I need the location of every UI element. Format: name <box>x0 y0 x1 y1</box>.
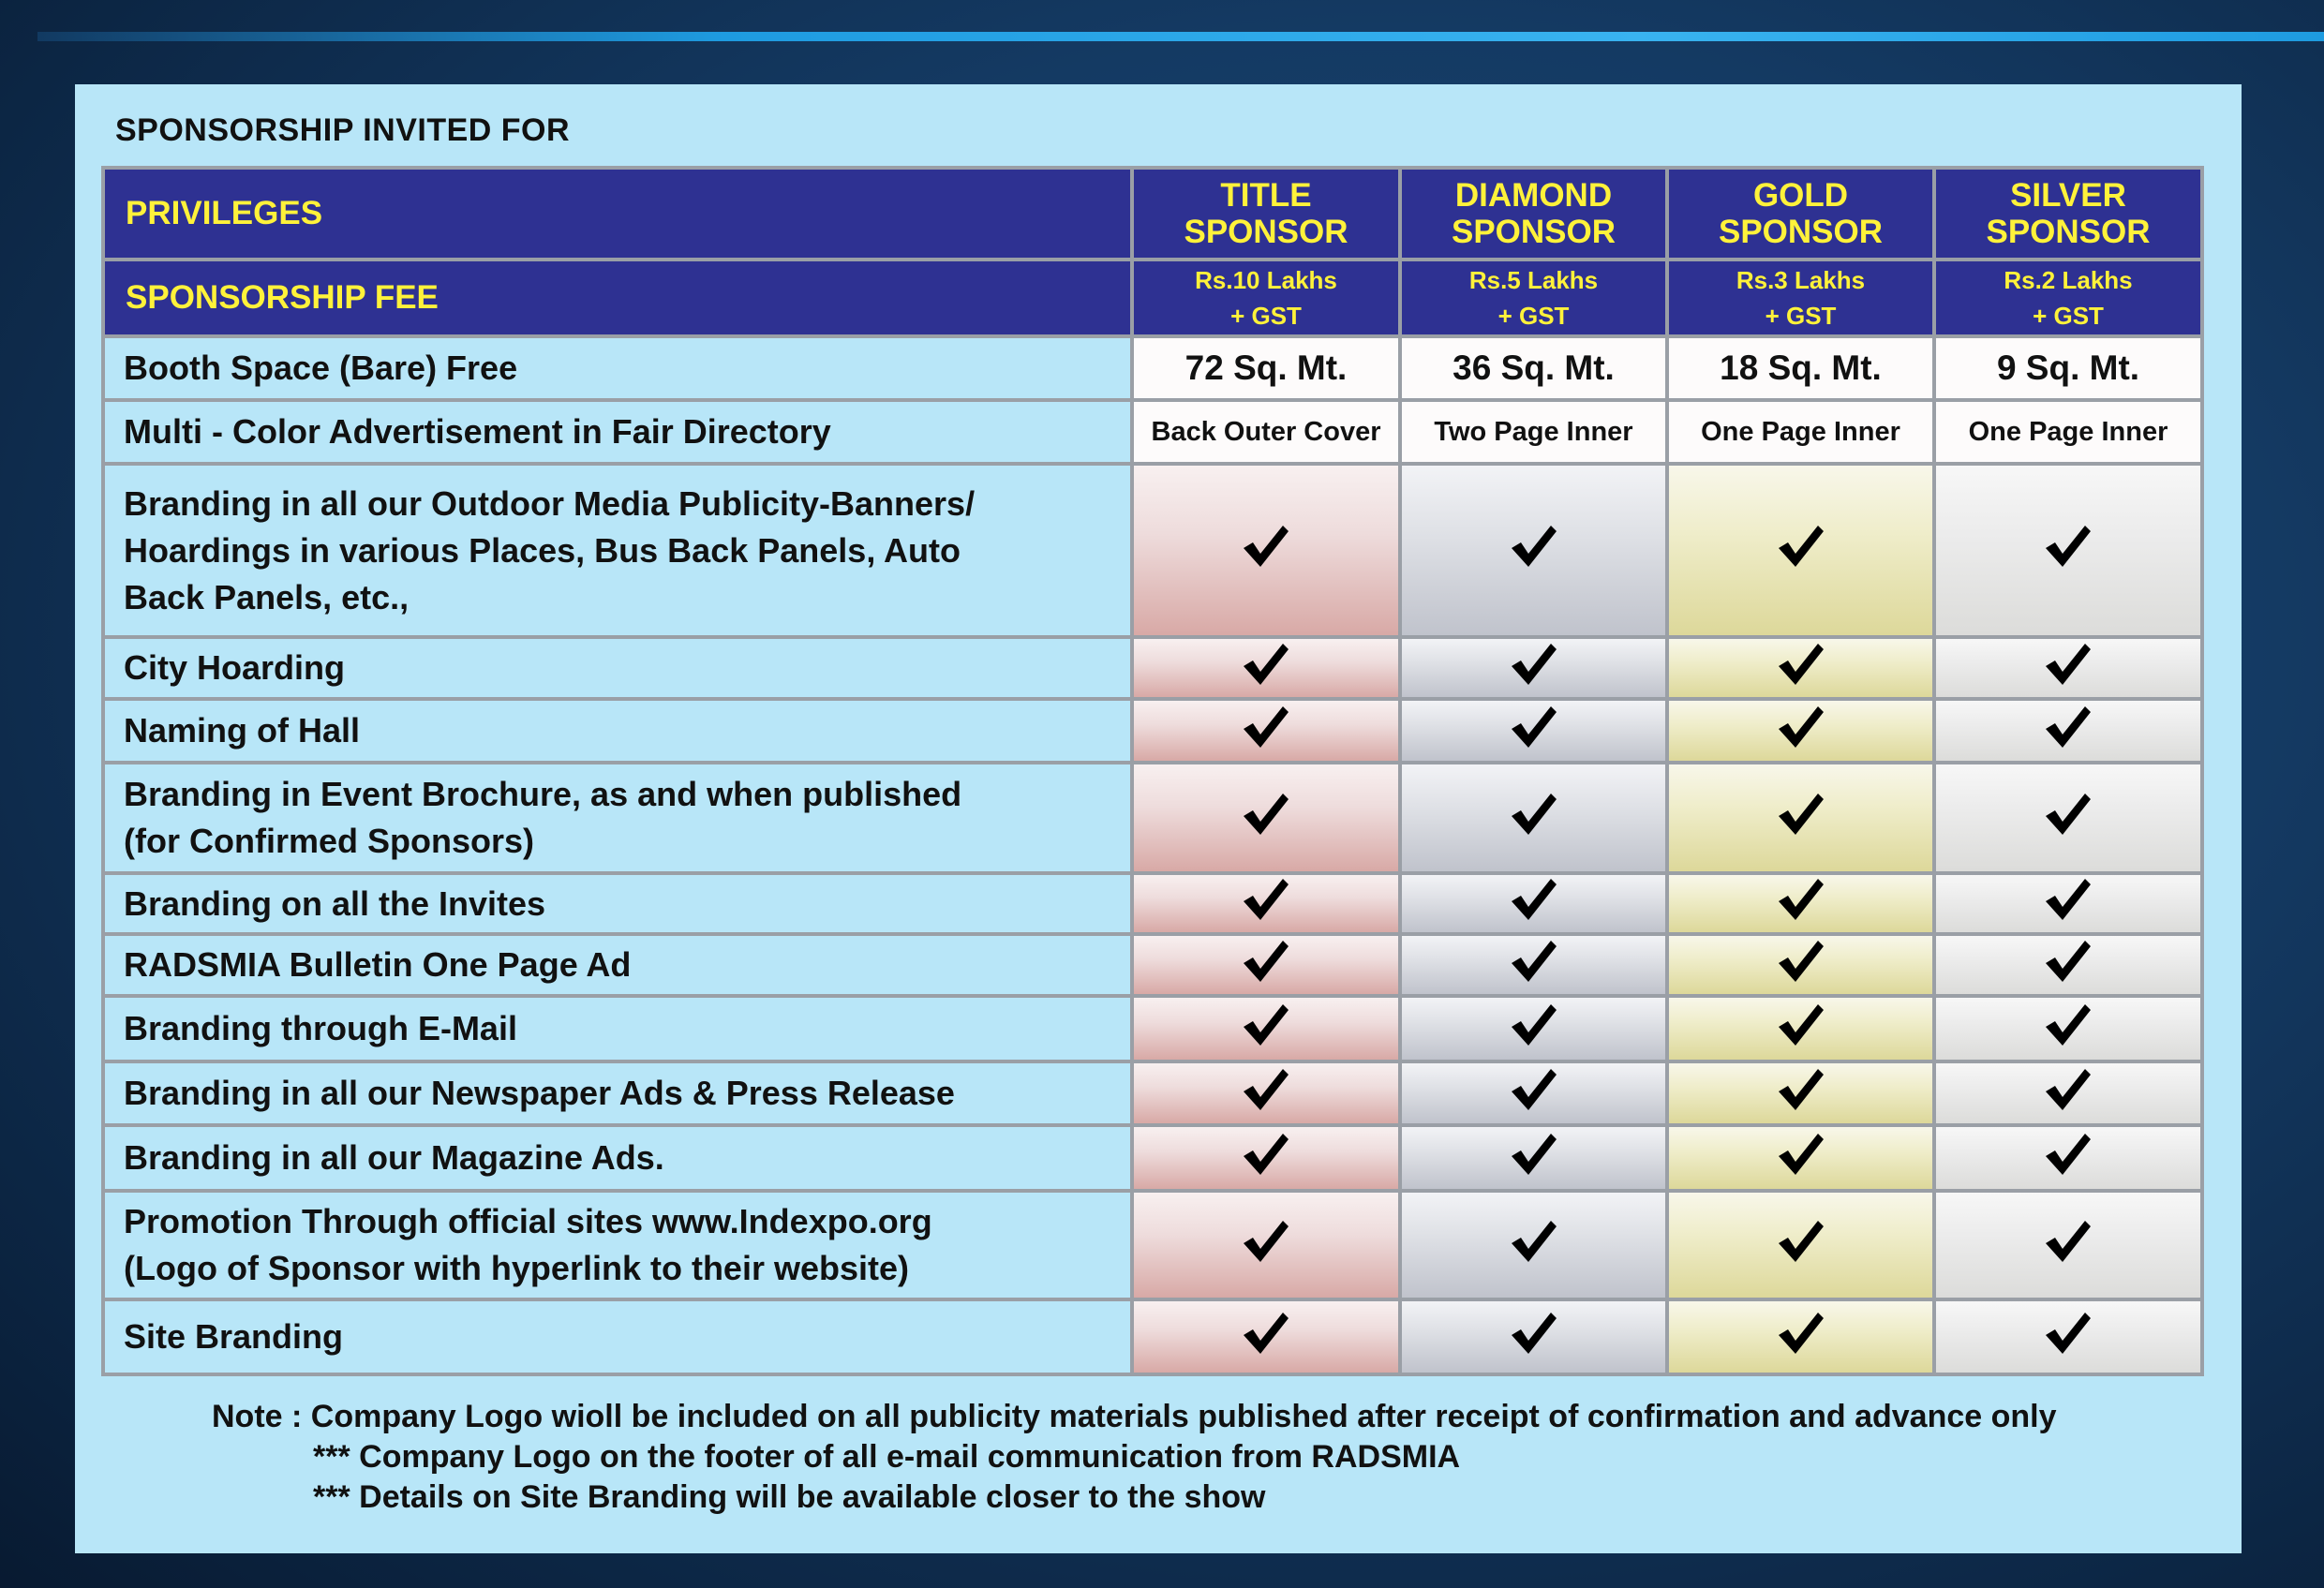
checkmark-rows <box>103 464 2202 1374</box>
check-cell-silver <box>1934 1125 2202 1191</box>
sponsorship-table <box>101 166 2204 1376</box>
check-cell-silver <box>1934 699 2202 763</box>
check-cell-diamond <box>1400 1061 1667 1125</box>
check-cell-diamond <box>1400 873 1667 934</box>
check-cell-gold <box>1667 1191 1934 1299</box>
advert-diamond: Two Page Inner <box>1400 400 1667 464</box>
check-cell-diamond <box>1400 934 1667 996</box>
note-line-3: *** Details on Site Branding will be available closer to the show <box>313 1479 1266 1515</box>
advert-label: Multi - Color Advertisement in Fair Directory <box>103 400 1132 464</box>
check-icon <box>1508 1066 1560 1125</box>
check-icon <box>2042 1131 2094 1190</box>
check-cell-silver <box>1934 1299 2202 1374</box>
note-line-2: *** Company Logo on the footer of all e-mail communication from RADSMIA <box>313 1439 1461 1475</box>
check-icon <box>1508 523 1560 582</box>
privileges-header: PRIVILEGES <box>103 168 1132 260</box>
check-icon <box>1508 1310 1560 1369</box>
check-cell-diamond <box>1400 464 1667 637</box>
check-icon <box>1240 1131 1292 1190</box>
check-cell-gold <box>1667 934 1934 996</box>
check-cell-silver <box>1934 637 2202 699</box>
check-cell-gold <box>1667 1061 1934 1125</box>
check-icon <box>1508 1002 1560 1061</box>
check-cell-silver <box>1934 873 2202 934</box>
invites-label: Branding on all the Invites <box>103 873 1132 934</box>
bulletin-label: RADSMIA Bulletin One Page Ad <box>103 934 1132 996</box>
silver-sponsor-header: SILVER SPONSOR <box>1934 168 2202 260</box>
fee-row <box>103 260 2202 336</box>
check-cell-title <box>1132 1061 1400 1125</box>
check-icon <box>1240 1310 1292 1369</box>
check-cell-title <box>1132 1125 1400 1191</box>
check-cell-title <box>1132 1191 1400 1299</box>
booth-gold: 18 Sq. Mt. <box>1667 336 1934 400</box>
notes-block <box>212 1397 2057 1518</box>
gold-sponsor-header: GOLD SPONSOR <box>1667 168 1934 260</box>
check-cell-title <box>1132 699 1400 763</box>
check-icon <box>1775 938 1827 997</box>
check-cell-gold <box>1667 1299 1934 1374</box>
diamond-fee: Rs.5 Lakhs + GST <box>1400 260 1667 336</box>
check-icon <box>1775 1131 1827 1190</box>
table-row <box>103 1299 2202 1374</box>
check-icon <box>2042 1218 2094 1277</box>
magazine-label: Branding in all our Magazine Ads. <box>103 1125 1132 1191</box>
sponsorship-fee-label: SPONSORSHIP FEE <box>103 260 1132 336</box>
advert-title: Back Outer Cover <box>1132 400 1400 464</box>
check-icon <box>1508 1218 1560 1277</box>
table-row <box>103 400 2202 464</box>
check-cell-title <box>1132 996 1400 1061</box>
check-cell-diamond <box>1400 1191 1667 1299</box>
table-row <box>103 637 2202 699</box>
check-icon <box>2042 704 2094 763</box>
table-row <box>103 763 2202 873</box>
check-icon <box>2042 1002 2094 1061</box>
check-cell-title <box>1132 934 1400 996</box>
check-cell-diamond <box>1400 699 1667 763</box>
check-cell-silver <box>1934 1061 2202 1125</box>
check-icon <box>1240 1218 1292 1277</box>
check-cell-title <box>1132 873 1400 934</box>
check-icon <box>1508 938 1560 997</box>
diamond-sponsor-header: DIAMOND SPONSOR <box>1400 168 1667 260</box>
booth-diamond: 36 Sq. Mt. <box>1400 336 1667 400</box>
check-cell-diamond <box>1400 637 1667 699</box>
check-cell-title <box>1132 1299 1400 1374</box>
table-row <box>103 873 2202 934</box>
check-icon <box>1775 1218 1827 1277</box>
check-icon <box>1240 938 1292 997</box>
email-label: Branding through E-Mail <box>103 996 1132 1061</box>
check-icon <box>1240 876 1292 935</box>
check-cell-gold <box>1667 1125 1934 1191</box>
check-icon <box>1775 1002 1827 1061</box>
check-cell-gold <box>1667 763 1934 873</box>
check-icon <box>1775 641 1827 700</box>
check-icon <box>2042 876 2094 935</box>
check-cell-silver <box>1934 763 2202 873</box>
check-icon <box>1775 704 1827 763</box>
check-cell-gold <box>1667 464 1934 637</box>
check-icon <box>1775 1066 1827 1125</box>
check-icon <box>1240 523 1292 582</box>
title-sponsor-header: TITLE SPONSOR <box>1132 168 1400 260</box>
table-row <box>103 1125 2202 1191</box>
check-cell-title <box>1132 763 1400 873</box>
outdoor-label: Branding in all our Outdoor Media Publicity-Banners/ Hoardings in various Places, Bus Back Panels, Auto Back Panels, etc., <box>103 464 1132 637</box>
gold-fee: Rs.3 Lakhs + GST <box>1667 260 1934 336</box>
check-icon <box>1240 641 1292 700</box>
check-icon <box>1508 791 1560 850</box>
table-row <box>103 1191 2202 1299</box>
title-fee: Rs.10 Lakhs + GST <box>1132 260 1400 336</box>
check-cell-silver <box>1934 996 2202 1061</box>
table-row <box>103 996 2202 1061</box>
check-icon <box>1775 1310 1827 1369</box>
silver-fee: Rs.2 Lakhs + GST <box>1934 260 2202 336</box>
check-icon <box>1508 876 1560 935</box>
booth-silver: 9 Sq. Mt. <box>1934 336 2202 400</box>
table-row <box>103 464 2202 637</box>
check-icon <box>1775 791 1827 850</box>
table-row <box>103 1061 2202 1125</box>
check-icon <box>1775 523 1827 582</box>
site-label: Site Branding <box>103 1299 1132 1374</box>
table-row <box>103 699 2202 763</box>
check-icon <box>1508 641 1560 700</box>
check-cell-gold <box>1667 996 1934 1061</box>
brochure-label: Branding in Event Brochure, as and when published (for Confirmed Sponsors) <box>103 763 1132 873</box>
table-row <box>103 336 2202 400</box>
newspaper-label: Branding in all our Newspaper Ads & Press Release <box>103 1061 1132 1125</box>
page-title: SPONSORSHIP INVITED FOR <box>115 112 571 148</box>
sponsorship-panel <box>75 84 2242 1553</box>
check-icon <box>2042 1310 2094 1369</box>
promotion-label: Promotion Through official sites www.Indexpo.org (Logo of Sponsor with hyperlink to their website) <box>103 1191 1132 1299</box>
booth-title: 72 Sq. Mt. <box>1132 336 1400 400</box>
advert-silver: One Page Inner <box>1934 400 2202 464</box>
top-accent-bar <box>37 32 2324 41</box>
check-icon <box>1775 876 1827 935</box>
table-row <box>103 934 2202 996</box>
check-cell-silver <box>1934 934 2202 996</box>
header-row <box>103 168 2202 260</box>
check-icon <box>1508 1131 1560 1190</box>
advert-gold: One Page Inner <box>1667 400 1934 464</box>
check-cell-gold <box>1667 699 1934 763</box>
check-icon <box>2042 791 2094 850</box>
check-cell-gold <box>1667 873 1934 934</box>
check-cell-diamond <box>1400 1299 1667 1374</box>
hall-label: Naming of Hall <box>103 699 1132 763</box>
check-cell-diamond <box>1400 996 1667 1061</box>
booth-label: Booth Space (Bare) Free <box>103 336 1132 400</box>
check-icon <box>1240 791 1292 850</box>
check-cell-gold <box>1667 637 1934 699</box>
check-icon <box>2042 523 2094 582</box>
check-icon <box>1508 704 1560 763</box>
check-icon <box>1240 1066 1292 1125</box>
check-icon <box>2042 641 2094 700</box>
check-cell-title <box>1132 464 1400 637</box>
check-icon <box>2042 938 2094 997</box>
check-cell-diamond <box>1400 763 1667 873</box>
check-cell-silver <box>1934 464 2202 637</box>
city-label: City Hoarding <box>103 637 1132 699</box>
check-icon <box>2042 1066 2094 1125</box>
check-cell-silver <box>1934 1191 2202 1299</box>
check-cell-diamond <box>1400 1125 1667 1191</box>
check-icon <box>1240 1002 1292 1061</box>
note-line-1: Note : Company Logo wioll be included on all publicity materials published after receipt of confirmation and advance only <box>212 1399 2057 1434</box>
check-icon <box>1240 704 1292 763</box>
check-cell-title <box>1132 637 1400 699</box>
